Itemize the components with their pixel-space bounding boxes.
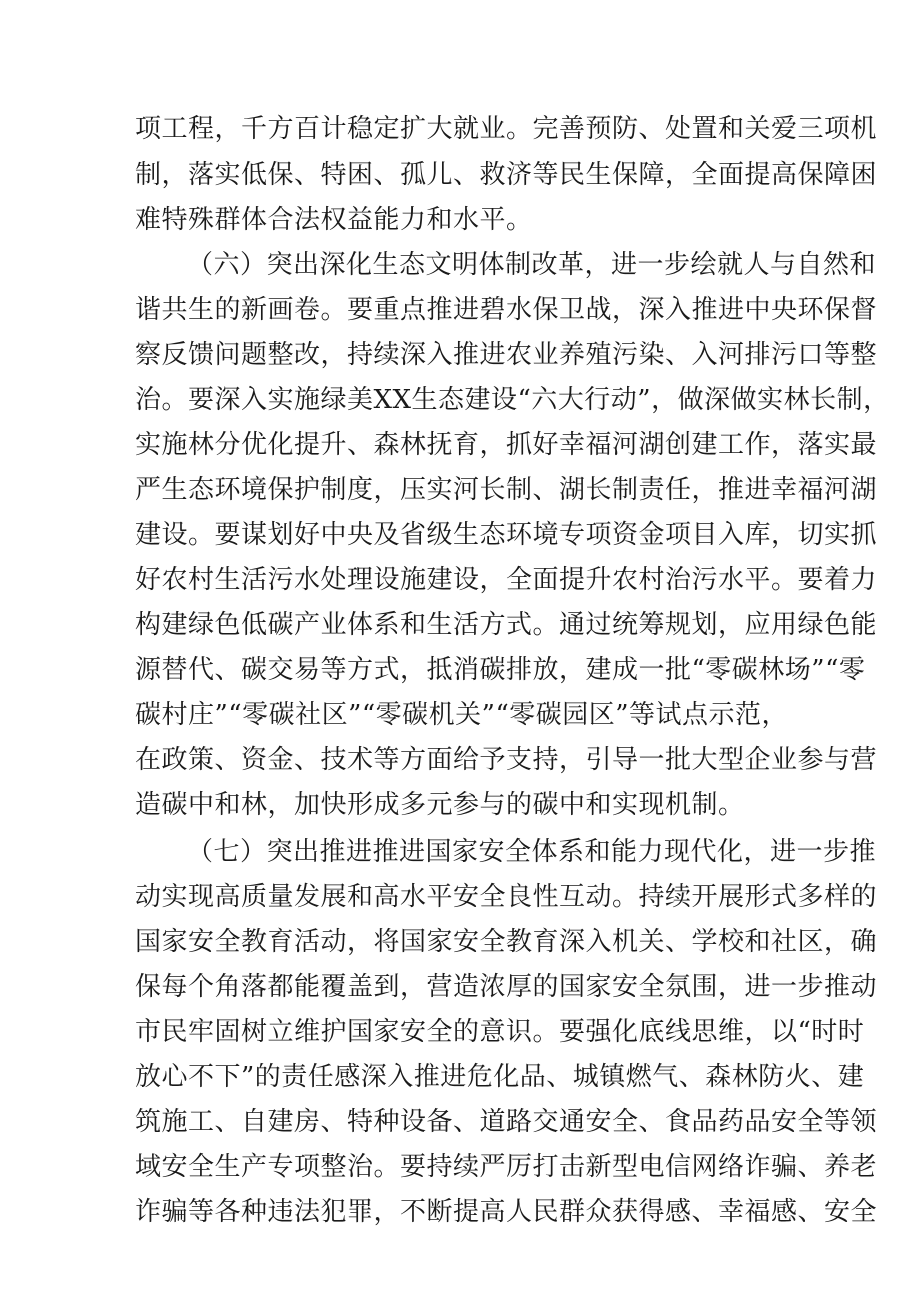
paragraph-line: 治。要深入实施绿美XX生态建设“六大行动”，做深做实林长制， [135,385,890,415]
paragraph-line: 国家安全教育活动，将国家安全教育深入机关、学校和社区，确 [135,927,878,957]
paragraph-line: 放心不下”的责任感深入推进危化品、城镇燃气、森林防火、建 [135,1062,865,1092]
paragraph-line: 难特殊群体合法权益能力和水平。 [135,205,533,235]
paragraph-line: 制，落实低保、特困、孤儿、救济等民生保障，全面提高保障困 [135,160,878,190]
paragraph-line: 严生态环境保护制度，压实河长制、湖长制责任，推进幸福河湖 [135,475,878,505]
paragraph-line: 项工程，千方百计稳定扩大就业。完善预防、处置和关爱三项机 [135,114,878,144]
paragraph-line: 保每个角落都能覆盖到，营造浓厚的国家安全氛围，进一步推动 [135,972,878,1002]
paragraph-line: 在政策、资金、技术等方面给予支持，引导一批大型企业参与营 [135,745,878,775]
paragraph-line: 好农村生活污水处理设施建设，全面提升农村治污水平。要着力 [135,565,878,595]
paragraph-line: 建设。要谋划好中央及省级生态环境专项资金项目入库，切实抓 [135,520,878,550]
paragraph-line: 碳村庄”“零碳社区”“零碳机关”“零碳园区”等试点示范， [135,700,789,730]
paragraph-line: 动实现高质量发展和高水平安全良性互动。持续开展形式多样的 [135,882,878,912]
paragraph-line: 实施林分优化提升、森林抚育，抓好幸福河湖创建工作，落实最 [135,430,878,460]
paragraph-line: 诈骗等各种违法犯罪，不断提高人民群众获得感、幸福感、安全 [135,1197,878,1227]
paragraph-line: 察反馈问题整改，持续深入推进农业养殖污染、入河排污口等整 [135,340,878,370]
section-heading-line: （七）突出推进推进国家安全体系和能力现代化，进一步推 [187,837,877,867]
paragraph-line: 谐共生的新画卷。要重点推进碧水保卫战，深入推进中央环保督 [135,295,878,325]
paragraph-line: 筑施工、自建房、特种设备、道路交通安全、食品药品安全等领 [135,1107,878,1137]
paragraph-line: 源替代、碳交易等方式，抵消碳排放，建成一批“零碳林场”“零 [135,655,866,685]
paragraph-line: 域安全生产专项整治。要持续严厉打击新型电信网络诈骗、养老 [135,1152,878,1182]
section-heading-line: （六）突出深化生态文明体制改革，进一步绘就人与自然和 [187,250,877,280]
paragraph-line: 造碳中和林，加快形成多元参与的碳中和实现机制。 [135,790,745,820]
paragraph-line: 市民牢固树立维护国家安全的意识。要强化底线思维，以“时时 [135,1017,865,1047]
paragraph-line: 构建绿色低碳产业体系和生活方式。通过统筹规划，应用绿色能 [135,610,878,640]
